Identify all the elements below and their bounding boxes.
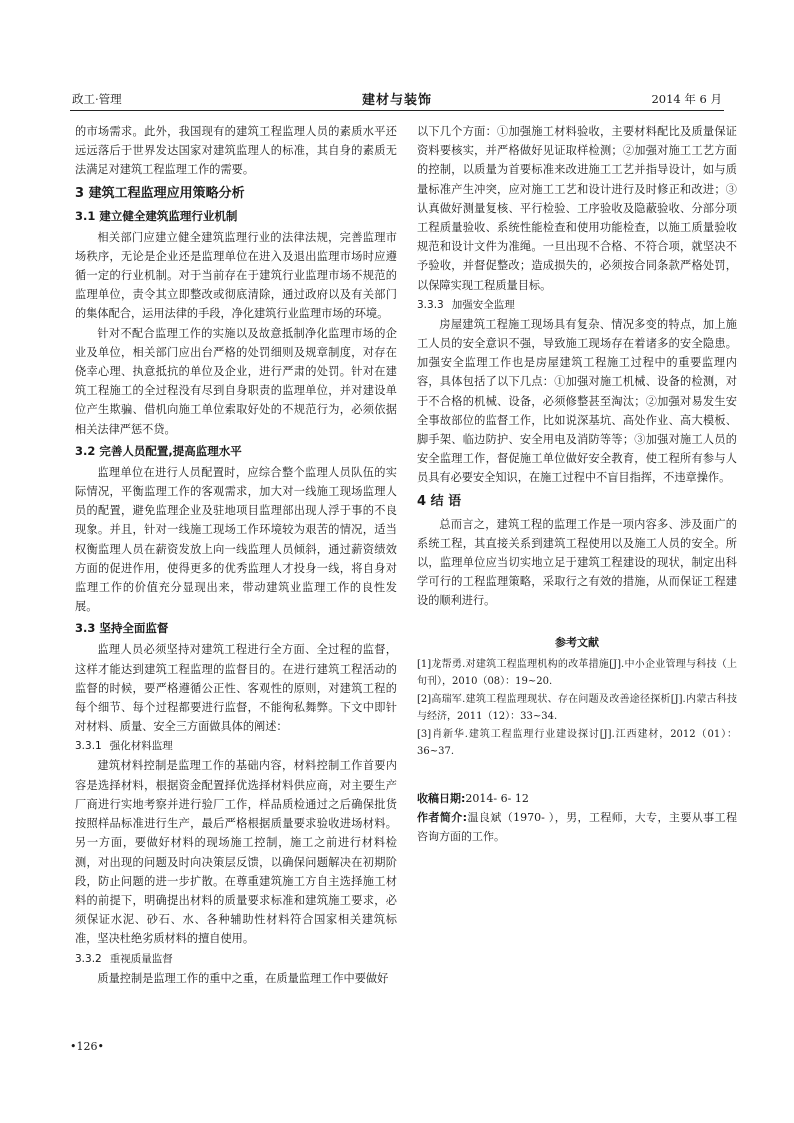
received-date	[417, 789, 737, 808]
author-label: 作者简介:	[417, 810, 468, 824]
section-3-3-heading: 3.3 坚持全面监督	[75, 621, 169, 636]
paragraph: 建筑材料控制是监理工作的基础内容，材料控制工作首要内容是选择材料，根据资金配置择优选择材料供应商，对主要生产厂商进行实地考察并进行验厂工作，样品质检通过之后确保批货按照样品标准进行生产，最后严格根据质量要求验收进场材料。另一方面，要做好材料的现场施工控制，施工之前进行材料检测，对出现的问题及时向决策层反馈，以确保问题解决在初期阶段，防止问题的进一步扩散。在尊重建筑施工方自主选择施工材料的前提下，明确提出材料的质量要求标准和建筑施工要求，必须保证水泥、砂石、水、各种辅助性材料符合国家相关建筑标准，坚决杜绝劣质材料的擅自使用。	[75, 759, 397, 946]
section-3-3-1-heading	[75, 737, 397, 755]
paragraph: 针对不配合监理工作的实施以及故意抵制净化监理市场的企业及单位，相关部门应出台严格的处罚细则及规章制度，对存在侥幸心理、执意抵抗的单位及企业，进行严肃的处罚。针对在建筑工程施工的全过程没有尽到自身职责的监理单位，并对建设单位产生欺骗、借机向施工单位索取好处的不规范行为，必须依据相关法律严惩不贷。	[75, 326, 397, 436]
references-heading: 参考文献	[555, 635, 599, 649]
author-bio	[417, 808, 737, 846]
paragraph: 相关部门应建立健全建筑监理行业的法律法规，完善监理市场秩序，无论是企业还是监理单位在进入及退出监理市场时应遵循一定的行业机制。对于当前存在于建筑行业监理市场不规范的监理单位，责令其立即整改或彻底清除，通过政府以及有关部门的集体配合，运用法律的手段，净化建筑行业监理市场的环境。	[75, 230, 397, 321]
running-header	[70, 88, 724, 111]
left-column	[75, 122, 397, 988]
right-column	[417, 122, 737, 846]
section-3-heading: 3 建筑工程监理应用策略分析	[75, 185, 245, 201]
subsection-number: 3.3.3	[417, 298, 444, 311]
section-3-1-heading: 3.1 建立健全建筑监理行业机制	[75, 208, 238, 223]
paragraph: 监理人员必须坚持对建筑工程进行全方面、全过程的监督，这样才能达到建筑工程监理的监督目的。在进行建筑工程活动的监督的时候，要严格遵循公正性、客观性的原则，对建筑工程的每个细节、每个过程都要进行监督，不能徇私舞弊。下文中即针对材料、质量、安全三方面做具体的阐述：	[75, 643, 397, 734]
header-date: 2014 年 6 月	[651, 92, 722, 106]
reference-item: [1]龙帮勇.对建筑工程监理机构的改革措施[J].中小企业管理与科技（上旬刊），2010（08）：19~20.	[417, 658, 737, 688]
received-value: 2014- 6- 12	[465, 791, 529, 805]
subsection-title: 加强安全监理	[451, 298, 515, 311]
subsection-number: 3.3.2	[75, 952, 102, 965]
paragraph: 以下几个方面：①加强施工材料验收，主要材料配比及质量保证资料要核实，并严格做好见证取样检测；②加强对施工工艺方面的控制，以质量为首要标准来改进施工工艺并指导设计，如与质量标准产生冲突，应对施工工艺和设计进行及时修正和改进；③认真做好测量复核、平行检验、工序验收及隐蔽验收、分部分项工程质量验收、系统性能检查和使用功能检查，以施工质量验收规范和设计文件为准绳。一旦出现不合格、不符合项，就坚决不予验收，并督促整改；造成损失的，必须按合同条款严格处罚，以保障实现工程质量目标。	[417, 125, 737, 292]
received-label: 收稿日期:	[417, 791, 466, 805]
reference-item: [3]肖新华.建筑工程监理行业建设探讨[J].江西建材，2012（01）：36~37.	[417, 728, 737, 758]
subsection-title: 重视质量监督	[109, 952, 173, 965]
journal-logo: 建材与装饰	[361, 93, 433, 108]
section-3-2-heading: 3.2 完善人员配置,提高监理水平	[75, 443, 242, 458]
page-number: •126•	[70, 1040, 104, 1053]
section-4-heading: 4 结 语	[417, 493, 462, 509]
intro-paragraph: 的市场需求。此外，我国现有的建筑工程监理人员的素质水平还远远落后于世界发达国家对建筑监理人的标准，其自身的素质无法满足对建筑工程监理工作的需要。	[75, 125, 397, 177]
paragraph: 监理单位在进行人员配置时，应综合整个监理人员队伍的实际情况，平衡监理工作的客观需求，加大对一线施工现场监理人员的配置，避免监理企业及驻地项目监理部出现人浮于事的不良现象。并且，针对一线施工现场工作环境较为艰苦的情况，适当权衡监理人员在薪资发放上向一线监理人员倾斜，通过薪资绩效方面的促进作用，使得更多的优秀监理人才投身一线，将自身对监理工作的价值充分显现出来，带动建筑业监理工作的良性发展。	[75, 465, 397, 614]
author-value: 温良斌（1970- ），男，工程师，大专，主要从事工程咨询方面的工作。	[417, 810, 737, 843]
paragraph: 总而言之，建筑工程的监理工作是一项内容多、涉及面广的系统工程，其直接关系到建筑工程使用以及施工人员的安全。所以，监理单位应当切实地立足于建筑工程建设的现状，制定出科学可行的工程监理策略，采取行之有效的措施，从而保证工程建设的顺利进行。	[417, 517, 737, 608]
article-metadata	[417, 789, 737, 846]
paragraph: 质量控制是监理工作的重中之重，在质量监理工作中要做好	[97, 971, 389, 985]
section-3-3-2-heading	[75, 950, 397, 968]
subsection-title: 强化材料监理	[109, 740, 173, 753]
subsection-number: 3.3.1	[75, 740, 102, 753]
header-section-label: 政工·管理	[72, 92, 122, 106]
section-3-3-3-heading	[417, 296, 737, 314]
paragraph: 房屋建筑工程施工现场具有复杂、情况多变的特点，加上施工人员的安全意识不强，导致施工现场存在着诸多的安全隐患。加强安全监理工作也是房屋建筑工程施工过程中的重要监理内容，具体包括了以下几点：①加强对施工机械、设备的检测，对于不合格的机械、设备，必须修整甚至淘汰；②加强对易发生安全事故部位的监督工作，比如说深基坑、高处作业、高大模板、脚手架、临边防护、安全用电及消防等等；③加强对施工人员的安全监理工作，督促施工单位做好安全教育，使工程所有参与人员具有必要安全知识，在施工过程中不盲目指挥，不违章操作。	[417, 317, 737, 485]
references-list	[417, 656, 737, 761]
reference-item: [2]高瑞军.建筑工程监理现状、存在问题及改善途径探析[J].内蒙古科技与经济，2011（12）：33~34.	[417, 693, 737, 723]
